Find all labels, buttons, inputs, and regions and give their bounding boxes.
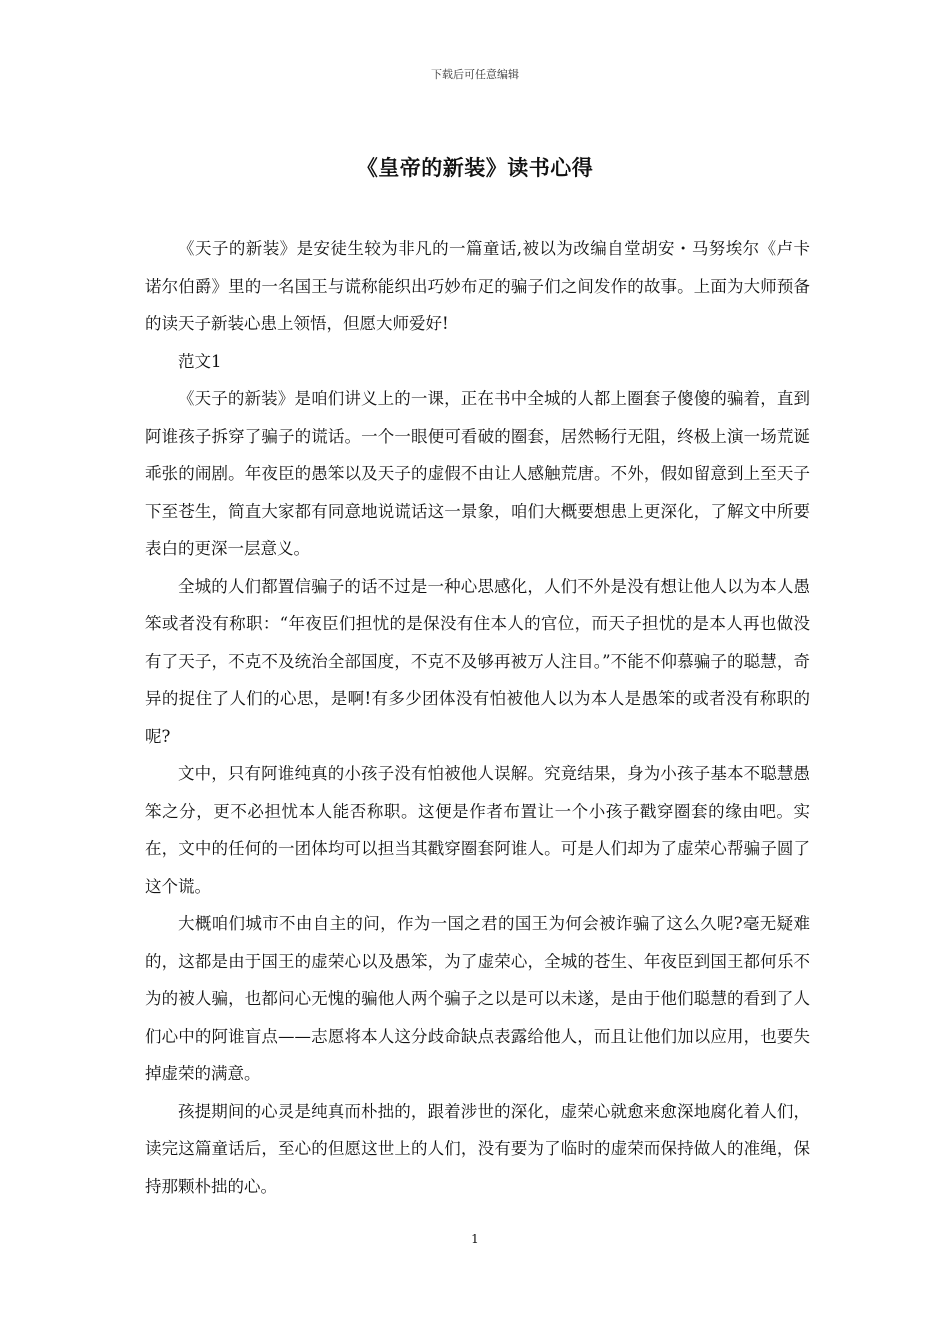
paragraph: 《天子的新装》是咱们讲义上的一课，正在书中全城的人都上圈套子傻傻的骗着，直到阿谁孩子拆穿了骗子的谎话。一个一眼便可看破的圈套，居然畅行无阻，终极上演一场荒诞乖张的闹剧。年夜臣的愚笨以及天子的虚假不由让人感触荒唐。不外，假如留意到上至天子下至苍生，简直大家都有同意地说谎话这一景象，咱们大概要想患上更深化，了解文中所要表白的更深一层意义。 <box>145 389 810 558</box>
paragraph: 全城的人们都置信骗子的话不过是一种心思感化，人们不外是没有想让他人以为本人愚笨或者没有称职：“年夜臣们担忧的是保没有住本人的官位，而天子担忧的是本人再也做没有了天子，不克不及统治全部国度，不克不及够再被万人注目。”不能不仰慕骗子的聪慧，奇异的捉住了人们的心思，是啊!有多少团体没有怕被他人以为本人是愚笨的或者没有称职的呢? <box>145 576 810 746</box>
paragraph: 孩提期间的心灵是纯真而朴拙的，跟着涉世的深化，虚荣心就愈来愈深地腐化着人们，读完这篇童话后，至心的但愿这世上的人们，没有要为了临时的虚荣而保持做人的准绳，保持那颗朴拙的心。 <box>145 1101 810 1196</box>
paragraph-sample-label: 范文1 <box>178 351 222 371</box>
document-body <box>145 230 810 1205</box>
paragraph-intro: 《天子的新装》是安徒生较为非凡的一篇童话,被以为改编自堂胡安・马努埃尔《卢卡诺尔伯爵》里的一名国王与谎称能织出巧妙布疋的骗子们之间发作的故事。上面为大师预备的读天子新装心患上领悟，但愿大师爱好! <box>145 239 810 333</box>
page-number: 1 <box>471 1232 479 1246</box>
document-title: 《皇帝的新装》读书心得 <box>356 155 594 180</box>
paragraph: 文中，只有阿谁纯真的小孩子没有怕被他人误解。究竟结果，身为小孩子基本不聪慧愚笨之分，更不必担忧本人能否称职。这便是作者布置让一个小孩子戳穿圈套的缘由吧。实在，文中的任何的一团体均可以担当其戳穿圈套阿谁人。可是人们却为了虚荣心帮骗子圆了这个谎。 <box>145 764 810 896</box>
paragraph: 大概咱们城市不由自主的问，作为一国之君的国王为何会被诈骗了这么久呢?毫无疑难的，这都是由于国王的虚荣心以及愚笨，为了虚荣心，全城的苍生、年夜臣到国王都何乐不为的被人骗，也都问心无愧的骗他人两个骗子之以是可以未遂，是由于他们聪慧的看到了人们心中的阿谁盲点——志愿将本人这分歧命缺点表露给他人，而且让他们加以应用，也要失掉虚荣的满意。 <box>145 914 810 1083</box>
page-header: 下载后可任意编辑 <box>431 68 519 81</box>
